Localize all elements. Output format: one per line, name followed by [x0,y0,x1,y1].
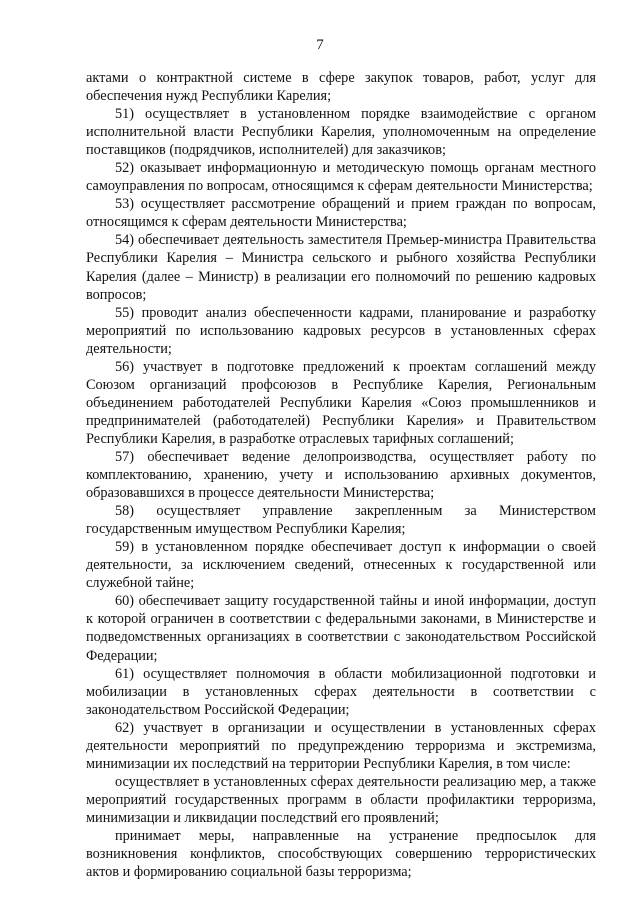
paragraph-subitem-1: осуществляет в установленных сферах деятельности реализацию мер, а также мероприятий государственных программ в области профилактики терроризма, минимизации и ликвидации последствий его проявлений; [86,773,596,826]
paragraph-item-58: 58) осуществляет управление закрепленным за Министерством государственным имуществом Республики Карелия; [86,503,596,538]
document-body [86,69,596,881]
paragraph-subitem-2: принимает меры, направленные на устранение предпосылок для возникновения конфликтов, способствующих совершению террористических актов и формированию социальной базы терроризма; [86,827,596,881]
paragraph-item-61: 61) осуществляет полномочия в области мобилизационной подготовки и мобилизации в установленных сферах деятельности в соответствии с законодательством Российской Федерации; [86,665,596,718]
paragraph-item-51: 51) осуществляет в установленном порядке взаимодействие с органом исполнительной власти Республики Карелия, уполномоченным на определение поставщиков (подрядчиков, исполнителей) для заказчиков; [86,106,596,159]
paragraph-item-59: 59) в установленном порядке обеспечивает доступ к информации о своей деятельности, за исключением сведений, отнесенных к государственной или служебной тайне; [86,539,596,592]
paragraph-item-57: 57) обеспечивает ведение делопроизводства, осуществляет работу по комплектованию, хранению, учету и использованию архивных документов, образовавшихся в процессе деятельности Министерства; [86,448,596,502]
paragraph-item-52: 52) оказывает информационную и методическую помощь органам местного самоуправления по вопросам, относящимся к сферам деятельности Министерства; [86,160,596,195]
paragraph-item-56: 56) участвует в подготовке предложений к проектам соглашений между Союзом организаций профсоюзов в Республике Карелия, Региональным объединением работодателей Республики Карелия «Союз промышленников и предпринимателей (работодателей) Республики Карелия» и Правительством Республики Карелия, в разработке отраслевых тарифных соглашений; [86,358,596,447]
paragraph-continuation: актами о контрактной системе в сфере закупок товаров, работ, услуг для обеспечения нужд Республики Карелия; [86,70,596,105]
page-number: 7 [316,37,324,53]
paragraph-item-54: 54) обеспечивает деятельность заместителя Премьер-министра Правительства Республики Карелия – Министра сельского и рыбного хозяйства Республики Карелия (далее – Министр) в реализации его полномочий по решению кадровых вопросов; [86,232,596,303]
paragraph-item-53: 53) осуществляет рассмотрение обращений и прием граждан по вопросам, относящимся к сферам деятельности Министерства; [86,196,596,231]
paragraph-item-60: 60) обеспечивает защиту государственной тайны и иной информации, доступ к которой ограничен в соответствии с федеральными законами, в Министерстве и подведомственных организациях в соответствии с законодательством Российской Федерации; [86,593,596,664]
paragraph-item-55: 55) проводит анализ обеспеченности кадрами, планирование и разработку мероприятий по использованию кадровых ресурсов в установленных сферах деятельности; [86,304,596,357]
paragraph-item-62: 62) участвует в организации и осуществлении в установленных сферах деятельности мероприятий по предупреждению терроризма и экстремизма, минимизации их последствий на территории Республики Карелия, в том числе: [86,719,596,772]
